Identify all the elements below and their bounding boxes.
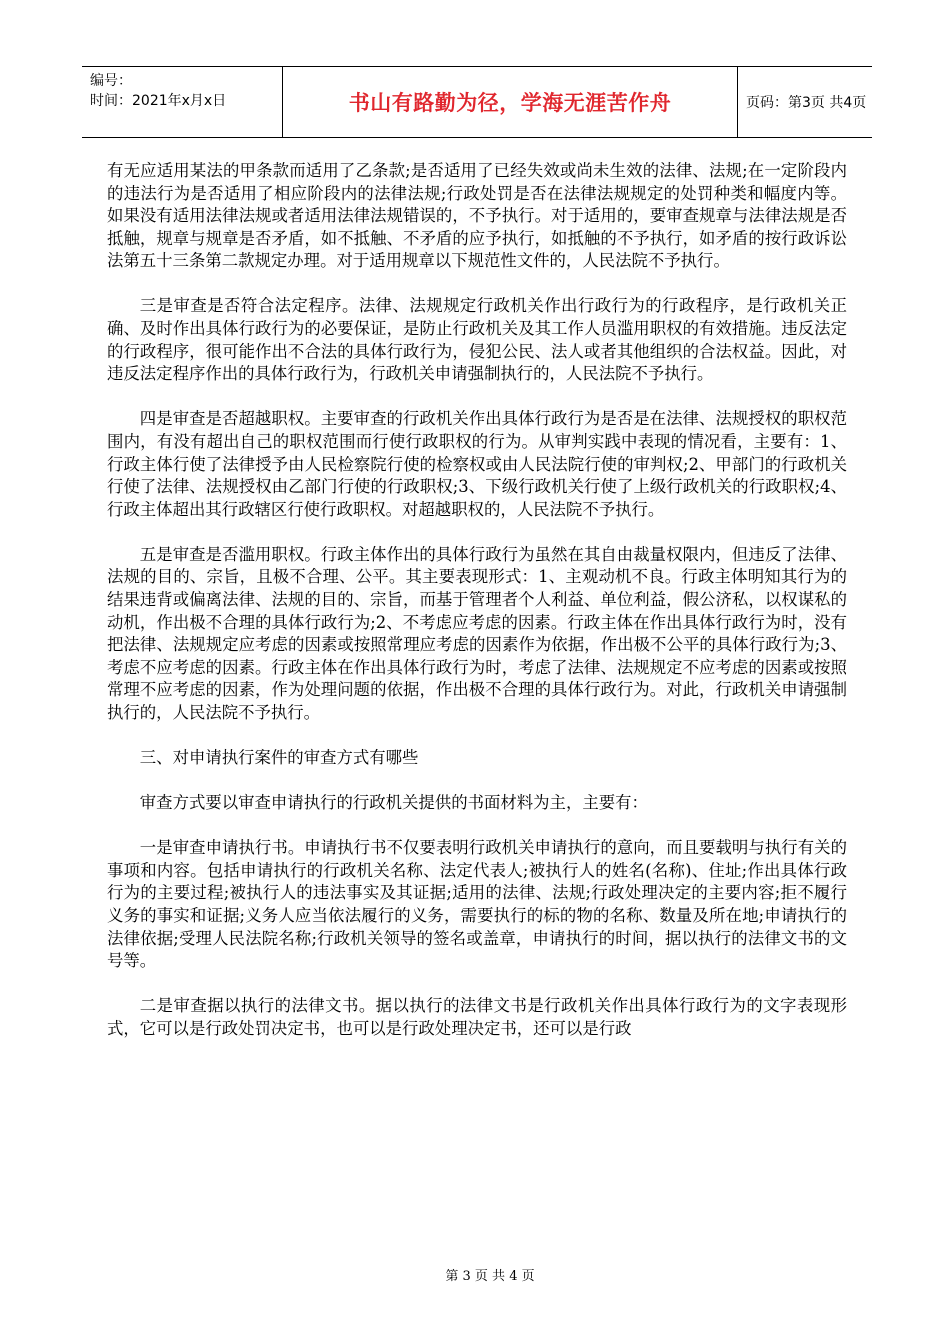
- paragraph: 三是审查是否符合法定程序。法律、法规规定行政机关作出行政行为的行政程序，是行政机关正确、及时作出具体行政行为的必要保证，是防止行政机关及其工作人员滥用职权的有效措施。违反法定的行政程序，很可能作出不合法的具体行政行为，侵犯公民、法人或者其他组织的合法权益。因此，对违反法定程序作出的具体行政行为，行政机关申请强制执行的，人民法院不予执行。: [107, 296, 847, 384]
- page-label: 页码：第3页 共4页: [746, 95, 867, 111]
- paragraph: 一是审查申请执行书。申请执行书不仅要表明行政机关申请执行的意向，而且要载明与执行有关的事项和内容。包括申请执行的行政机关名称、法定代表人;被执行人的姓名(名称)、住址;作出具体行政行为的主要过程;被执行人的违法事实及其证据;适用的法律、法规;行政处理决定的主要内容;拒不履行义务的事实和证据;义务人应当依法履行的义务，需要执行的标的物的名称、数量及所在地;申请执行的法律依据;受理人民法院名称;行政机关领导的签名或盖章，申请执行的时间，据以执行的法律文书的文号等。: [107, 838, 847, 971]
- number-label: 编号：: [90, 73, 132, 89]
- page-footer: [0, 1265, 950, 1284]
- header-page-cell: [738, 67, 872, 137]
- document-body: [107, 160, 847, 1063]
- paragraph: 有无应适用某法的甲条款而适用了乙条款;是否适用了已经失效或尚未生效的法律、法规;在一定阶段内的违法行为是否适用了相应阶段内的法律法规;行政处罚是否在法律法规规定的处罚种类和幅度内等。如果没有适用法律法规或者适用法律法规错误的，不予执行。对于适用的，要审查规章与法律法规是否抵触，规章与规章是否矛盾，如不抵触、不矛盾的应予执行，如抵触的不予执行，如矛盾的按行政诉讼法第五十三条第二款规定办理。对于适用规章以下规范性文件的，人民法院不予执行。: [107, 161, 847, 271]
- time-label: 时间：2021年x月x日: [90, 93, 227, 109]
- paragraph: 审查方式要以审查申请执行的行政机关提供的书面材料为主，主要有：: [139, 793, 648, 813]
- paragraph: 五是审查是否滥用职权。行政主体作出的具体行政行为虽然在其自由裁量权限内，但违反了法律、法规的目的、宗旨，且极不合理、公平。其主要表现形式：1、主观动机不良。行政主体明知其行为的结果违背或偏离法律、法规的目的、宗旨，而基于管理者个人利益、单位利益，假公济私，以权谋私的动机，作出极不合理的具体行政行为;2、不考虑应考虑的因素。行政主体在作出具体行政行为时，没有把法律、法规规定应考虑的因素或按照常理应考虑的因素作为依据，作出极不公平的具体行政行为;3、考虑不应考虑的因素。行政主体在作出具体行政行为时，考虑了法律、法规规定不应考虑的因素或按照常理不应考虑的因素，作为处理问题的依据，作出极不合理的具体行政行为。对此，行政机关申请强制执行的，人民法院不予执行。: [107, 544, 847, 722]
- paragraph: 四是审查是否超越职权。主要审查的行政机关作出具体行政行为是否是在法律、法规授权的职权范围内，有没有超出自己的职权范围而行使行政职权的行为。从审判实践中表现的情况看，主要有：1、行政主体行使了法律授予由人民检察院行使的检察权或由人民法院行使的审判权;2、甲部门的行政机关行使了法律、法规授权由乙部门行使的行政职权;3、下级行政机关行使了上级行政机关的行政职权;4、行政主体超出其行政辖区行使行政职权。对超越职权的，人民法院不予执行。: [107, 409, 847, 519]
- section-heading: 三、对申请执行案件的审查方式有哪些: [139, 748, 419, 768]
- header-motto-cell: [282, 67, 738, 137]
- motto-text: 书山有路勤为径，学海无涯苦作舟: [348, 91, 672, 115]
- header-meta: [82, 67, 282, 137]
- paragraph: 二是审查据以执行的法律文书。据以执行的法律文书是行政机关作出具体行政行为的文字表现形式，它可以是行政处罚决定书，也可以是行政处理决定书，还可以是行政: [107, 996, 847, 1038]
- page-header: [82, 66, 872, 138]
- footer-page-number: 第 3 页 共 4 页: [445, 1269, 535, 1284]
